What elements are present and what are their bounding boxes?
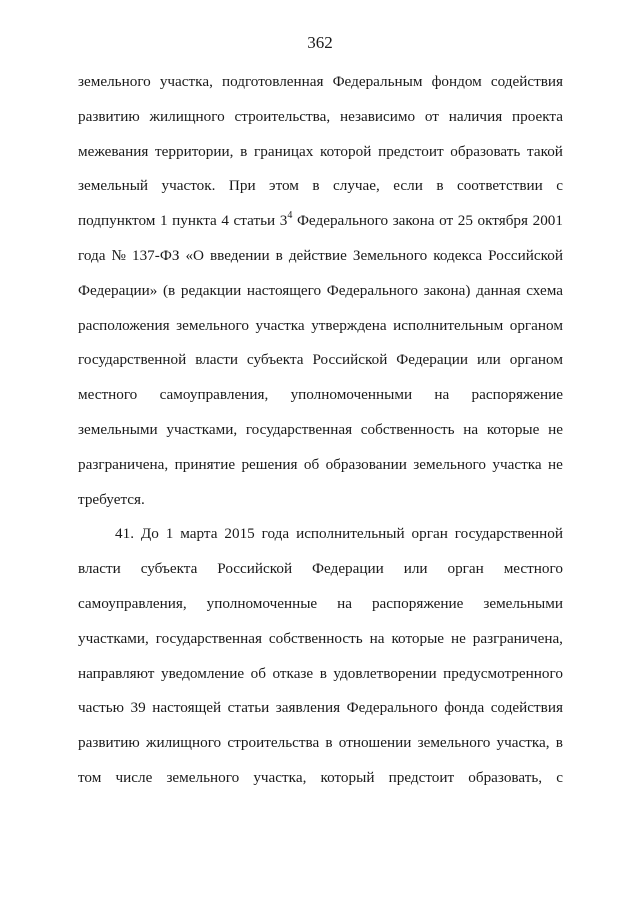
word: Российской <box>488 246 563 264</box>
word: межевания <box>78 142 149 160</box>
word: на <box>434 386 450 404</box>
word: не <box>548 420 563 438</box>
word: развитию <box>78 734 140 752</box>
word: которой <box>320 142 372 160</box>
text-line <box>78 629 563 664</box>
word: схема <box>526 281 563 299</box>
word: образовать <box>450 142 521 160</box>
word: введении <box>210 246 270 264</box>
word: в <box>325 734 333 752</box>
word: независимо <box>339 107 416 125</box>
word: фондом <box>431 73 482 90</box>
word: уведомление <box>160 664 245 682</box>
word: местного <box>78 386 138 404</box>
word: или <box>403 560 428 578</box>
word: подготовленная <box>221 73 324 90</box>
word: (в <box>162 281 176 299</box>
word: 137-ФЗ <box>131 246 180 264</box>
word: $3^4$ <box>279 211 293 230</box>
word: 1 <box>159 212 168 230</box>
word: в <box>436 177 444 195</box>
word: содействия <box>490 699 563 717</box>
word: земельного <box>417 734 491 752</box>
word: собственность <box>360 420 455 438</box>
word: разграничена, <box>472 629 563 647</box>
text-line <box>78 281 563 316</box>
word: соответствии <box>456 177 543 195</box>
word: предстоит <box>378 142 444 160</box>
word: Федерального <box>326 281 418 299</box>
word: который <box>320 768 375 786</box>
word: содействия <box>490 73 563 90</box>
word: уполномоченными <box>290 386 413 404</box>
word: направляют <box>78 664 155 682</box>
word: субъекта <box>140 560 198 578</box>
word: участка, <box>253 768 307 786</box>
word: исполнительным <box>393 316 504 334</box>
word: на <box>369 629 385 647</box>
word: об <box>303 455 320 473</box>
word: от <box>424 107 439 125</box>
word: в <box>555 734 563 752</box>
word: утверждена <box>311 316 387 334</box>
word: разграничена, <box>78 455 169 473</box>
word: действие <box>288 246 347 264</box>
text-line <box>78 176 563 211</box>
word: Российской <box>217 560 293 578</box>
word: жилищного <box>145 734 222 752</box>
word: отказе <box>272 664 314 682</box>
word: земельный <box>78 177 149 195</box>
word: местного <box>503 560 563 578</box>
word: года <box>261 525 290 543</box>
word: в <box>240 142 248 160</box>
word: распоряжение <box>371 594 464 612</box>
word: 2015 <box>224 525 255 543</box>
word: редакции <box>180 281 242 299</box>
word: 1 <box>165 525 174 543</box>
word: развитию <box>78 107 140 125</box>
word: Федерального <box>346 699 438 717</box>
word: Земельного <box>352 246 428 264</box>
word: образовать, <box>468 768 543 786</box>
word: не <box>548 455 563 473</box>
word: участками, <box>166 420 238 438</box>
word: статьи <box>233 212 276 230</box>
text-line <box>78 142 563 177</box>
text-line <box>78 107 563 142</box>
word: предстоит <box>388 768 455 786</box>
word: Российской <box>312 351 388 369</box>
word: 39 <box>130 699 146 717</box>
text-line <box>78 350 563 385</box>
word: орган <box>447 560 484 578</box>
word: данная <box>476 281 521 299</box>
word: на <box>337 594 352 612</box>
text-line <box>78 455 563 490</box>
word: участка, <box>159 73 213 90</box>
word: такой <box>527 142 563 160</box>
word: земельного <box>78 73 151 90</box>
word: Федерации» <box>78 281 158 299</box>
word: удовлетворении <box>333 664 437 682</box>
word: требуется. <box>78 490 145 508</box>
word: власти <box>195 351 238 369</box>
word: решения <box>241 455 298 473</box>
word: подпунктом <box>78 212 156 230</box>
word: в <box>275 246 283 264</box>
word: До <box>140 525 159 543</box>
word: от <box>439 212 454 230</box>
word: участка <box>492 455 542 473</box>
text-line <box>78 420 563 455</box>
word: участка, <box>496 734 550 752</box>
word: об <box>250 664 266 682</box>
word: том <box>78 768 102 786</box>
word: государственная <box>245 420 353 438</box>
word: случае, <box>333 177 380 195</box>
text-line <box>78 559 563 594</box>
word: настоящей <box>152 699 222 717</box>
word: на <box>463 420 479 438</box>
text-line <box>78 664 563 699</box>
word: 25 <box>457 212 473 230</box>
word: образовании <box>325 455 407 473</box>
word: земельными <box>483 594 563 612</box>
word: строительства <box>227 734 320 752</box>
word: самоуправления, <box>78 594 187 612</box>
text-line <box>78 490 563 525</box>
word: участок. <box>161 177 216 195</box>
word: года <box>78 246 106 264</box>
word: предусмотренного <box>443 664 563 682</box>
word: которые <box>486 420 540 438</box>
word: уполномоченные <box>206 594 318 612</box>
word: исполнительный <box>296 525 405 543</box>
word: расположения <box>78 316 170 334</box>
word: земельными <box>78 420 158 438</box>
word: в <box>319 664 327 682</box>
word: фонда <box>444 699 485 717</box>
word: закона) <box>423 281 471 299</box>
text-line <box>78 211 563 246</box>
word: государственной <box>454 525 563 543</box>
word: числе <box>115 768 153 786</box>
word: отношении <box>338 734 412 752</box>
word: № <box>111 246 126 264</box>
text-line <box>78 733 563 768</box>
text-line <box>78 72 563 107</box>
word: собственность <box>268 629 363 647</box>
word: Федерации <box>396 351 469 369</box>
word: жилищного <box>149 107 225 125</box>
word: октября <box>477 212 529 230</box>
word: Федерации <box>312 560 384 578</box>
word: в <box>312 177 320 195</box>
text-line <box>78 768 563 803</box>
word: При <box>228 177 256 195</box>
text-line <box>78 385 563 420</box>
word: пункта <box>172 212 217 230</box>
word: Федеральным <box>332 73 423 90</box>
word: территории, <box>155 142 234 160</box>
word: границах <box>254 142 314 160</box>
word: закона <box>392 212 435 230</box>
word: проекта <box>511 107 563 125</box>
word: власти <box>78 560 121 578</box>
word: наличия <box>448 107 503 125</box>
word: участками, <box>78 629 149 647</box>
word: распоряжение <box>471 386 563 404</box>
document-body <box>78 72 563 803</box>
word: 4 <box>221 212 229 230</box>
word: или <box>476 351 501 369</box>
text-line <box>78 246 563 281</box>
text-line <box>78 594 563 629</box>
word: частью <box>78 699 125 717</box>
text-line <box>78 316 563 351</box>
word: 41. <box>115 525 134 543</box>
word: если <box>393 177 423 195</box>
text-line <box>78 524 563 559</box>
text-line <box>78 698 563 733</box>
word: строительства, <box>234 107 331 125</box>
word: «О <box>185 246 204 264</box>
word: не <box>450 629 466 647</box>
word: органом <box>509 351 563 369</box>
word: кодекса <box>433 246 483 264</box>
word: самоуправления, <box>159 386 269 404</box>
word: настоящего <box>246 281 322 299</box>
word: земельного <box>413 455 486 473</box>
word: с <box>556 177 563 195</box>
word: орган <box>411 525 448 543</box>
word: 2001 <box>532 212 563 230</box>
word: государственной <box>78 351 187 369</box>
word: марта <box>180 525 218 543</box>
word: земельного <box>176 316 249 334</box>
word: принятие <box>174 455 236 473</box>
word: с <box>556 768 563 786</box>
word: заявления <box>275 699 341 717</box>
word: государственная <box>155 629 262 647</box>
page-number: 362 <box>307 33 333 52</box>
word: органом <box>509 316 563 334</box>
word: земельного <box>166 768 240 786</box>
word: Федерального <box>296 212 389 230</box>
word: статьи <box>227 699 270 717</box>
superscript: 4 <box>287 211 293 222</box>
word: которые <box>391 629 445 647</box>
word: этом <box>269 177 299 195</box>
word: субъекта <box>246 351 304 369</box>
word: участка <box>255 316 305 334</box>
